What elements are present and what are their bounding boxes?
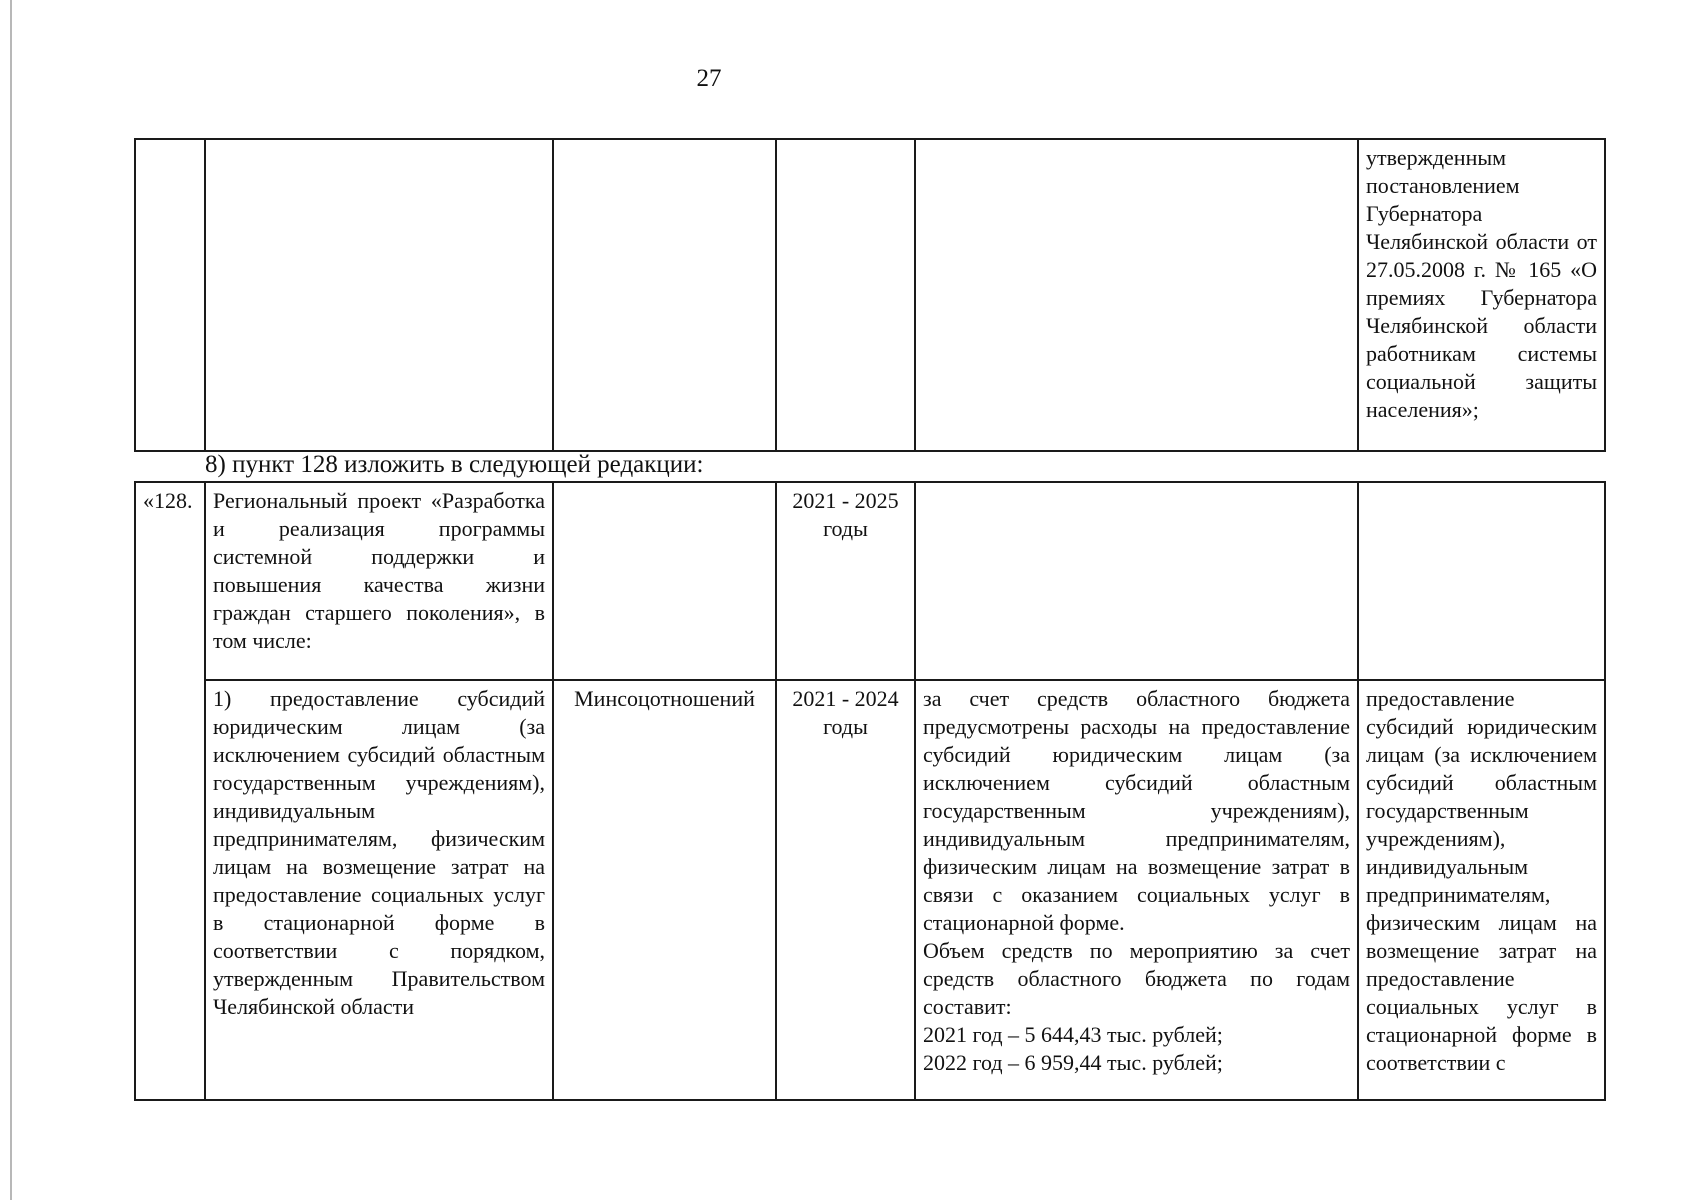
cell-num-empty bbox=[135, 139, 205, 451]
funding-year-2022: 2022 год – 6 959,44 тыс. рублей; bbox=[923, 1050, 1223, 1075]
page-number: 27 bbox=[696, 65, 722, 92]
cell-result-continued: утвержденным постановлением Губернатора Челябинской области от 27.05.2008 г. № 165 «О премиях Губернатора Челябинской области работникам системы социальной защиты населения»; bbox=[1358, 139, 1605, 451]
measure-1-name: 1) предоставление субсидий юридическим лицам (за исключением субсидий областным государственным учреждениям), индивидуальным предпринимателям, физическим лицам на возмещение затрат на предоставление социальных услуг в стационарной форме в соответствии с порядком, утвержденным Правительством Челябинской области bbox=[205, 680, 553, 1100]
amendment-instruction: 8) пункт 128 изложить в следующей редакции: bbox=[205, 451, 704, 478]
measure-1-period: 2021 - 2024 годы bbox=[776, 680, 915, 1100]
project-executor-empty bbox=[553, 482, 776, 680]
item-number: «128. bbox=[135, 482, 205, 1100]
cell-executor-empty bbox=[553, 139, 776, 451]
continuation-table bbox=[134, 138, 1606, 452]
measure-1-funding bbox=[915, 680, 1358, 1100]
scan-edge-line bbox=[10, 0, 12, 1200]
funding-text: за счет средств областного бюджета предусмотрены расходы на предоставление субсидий юридическим лицам (за исключением субсидий областным государственным учреждениям), индивидуальным предпринимателям, физическим лицам на возмещение затрат в связи с оказанием социальных услуг в стационарной форме. bbox=[923, 686, 1350, 935]
funding-year-2021: 2021 год – 5 644,43 тыс. рублей; bbox=[923, 1022, 1223, 1047]
funding-volume-text: Объем средств по мероприятию за счет средств областного бюджета по годам составит: bbox=[923, 938, 1350, 1019]
project-period: 2021 - 2025 годы bbox=[776, 482, 915, 680]
project-name: Региональный проект «Разработка и реализация программы системной поддержки и повышения качества жизни граждан старшего поколения», в том числе: bbox=[205, 482, 553, 680]
project-result-empty bbox=[1358, 482, 1605, 680]
item-128-table bbox=[134, 481, 1606, 1101]
cell-period-empty bbox=[776, 139, 915, 451]
cell-name-empty bbox=[205, 139, 553, 451]
measure-1-executor: Минсоцотношений bbox=[553, 680, 776, 1100]
measure-1-result: предоставление субсидий юридическим лицам (за исключением субсидий областным государственным учреждениям), индивидуальным предпринимателям, физическим лицам на возмещение затрат на предоставление социальных услуг в стационарной форме в соответствии с bbox=[1358, 680, 1605, 1100]
project-funding-empty bbox=[915, 482, 1358, 680]
cell-funding-empty bbox=[915, 139, 1358, 451]
